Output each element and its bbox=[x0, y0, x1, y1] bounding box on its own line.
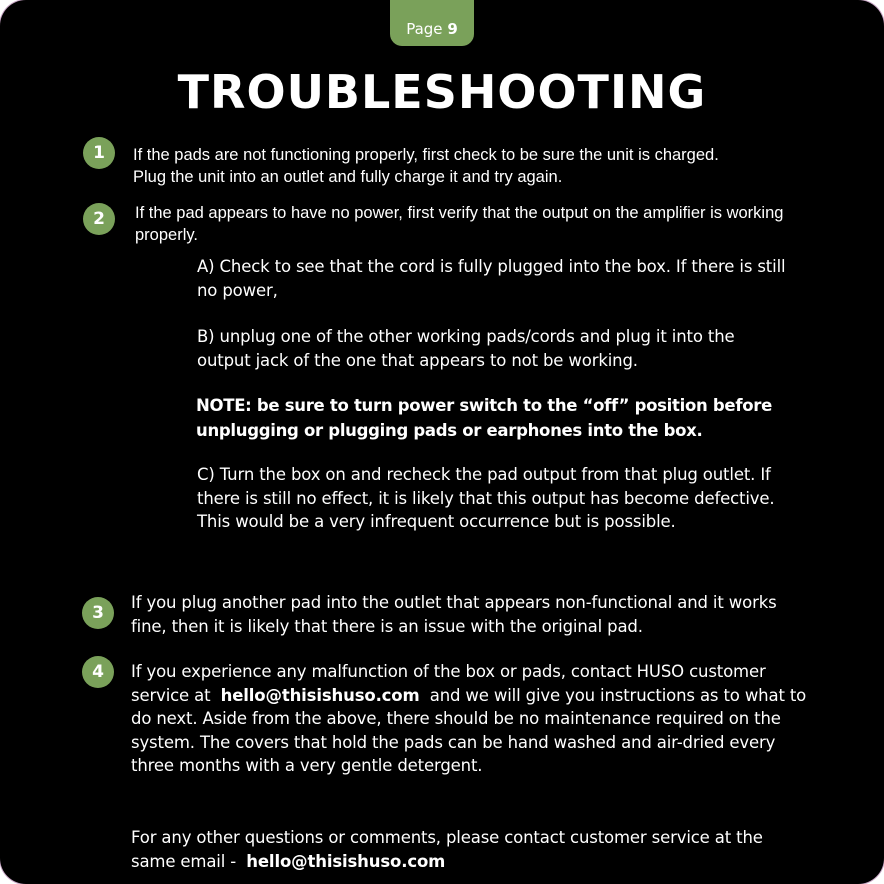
step-badge-1: 1 bbox=[83, 137, 115, 169]
step-3-text: If you plug another pad into the outlet that appears non-functional and it works fine, then it is likely that there is an issue with the original pad. bbox=[131, 593, 777, 636]
step-badge-4: 4 bbox=[82, 656, 114, 688]
step-2-sub-b: B) unplug one of the other working pads/cords and plug it into the output jack of the one that appears to not be working. bbox=[197, 327, 735, 370]
closing-email-link[interactable]: hello@thisishuso.com bbox=[246, 851, 446, 871]
support-email-link[interactable]: hello@thisishuso.com bbox=[220, 685, 420, 705]
closing-text-body: For any other questions or comments, please contact customer service at the same email - bbox=[131, 828, 763, 871]
closing-text bbox=[131, 826, 811, 873]
step-2-sub-c: C) Turn the box on and recheck the pad output from that plug outlet. If there is still no effect, it is likely that this output has become defective. This would be a very infrequent occurrence but is possible. bbox=[197, 465, 775, 531]
page-title: TROUBLESHOOTING bbox=[177, 65, 707, 119]
step-4-text-before: If you experience any malfunction of the box or pads, contact HUSO customer service at bbox=[131, 662, 766, 705]
step-4-text-after: and we will give you instructions as to what to do next. Aside from the above, there should be no maintenance required on the system. The covers that hold the pads can be hand washed and air-dried every three months with a very gentle detergent. bbox=[131, 685, 807, 775]
step-2-note: NOTE: be sure to turn power switch to the “off” position before unplugging or plugging pads or earphones into the box. bbox=[196, 396, 772, 440]
page-number: 9 bbox=[447, 20, 458, 38]
page-number-tab bbox=[390, 0, 474, 46]
step-1-text: If the pads are not functioning properly, first check to be sure the unit is charged. Plug the unit into an outlet and fully charge it and try again. bbox=[133, 146, 719, 186]
step-4-text bbox=[131, 660, 811, 778]
step-badge-2: 2 bbox=[83, 203, 115, 235]
step-2-sub-a: A) Check to see that the cord is fully plugged into the box. If there is still no power, bbox=[197, 257, 786, 300]
page-label: Page bbox=[406, 20, 443, 38]
step-2-text: If the pad appears to have no power, first verify that the output on the amplifier is working properly. bbox=[135, 204, 784, 244]
step-badge-3: 3 bbox=[82, 597, 114, 629]
